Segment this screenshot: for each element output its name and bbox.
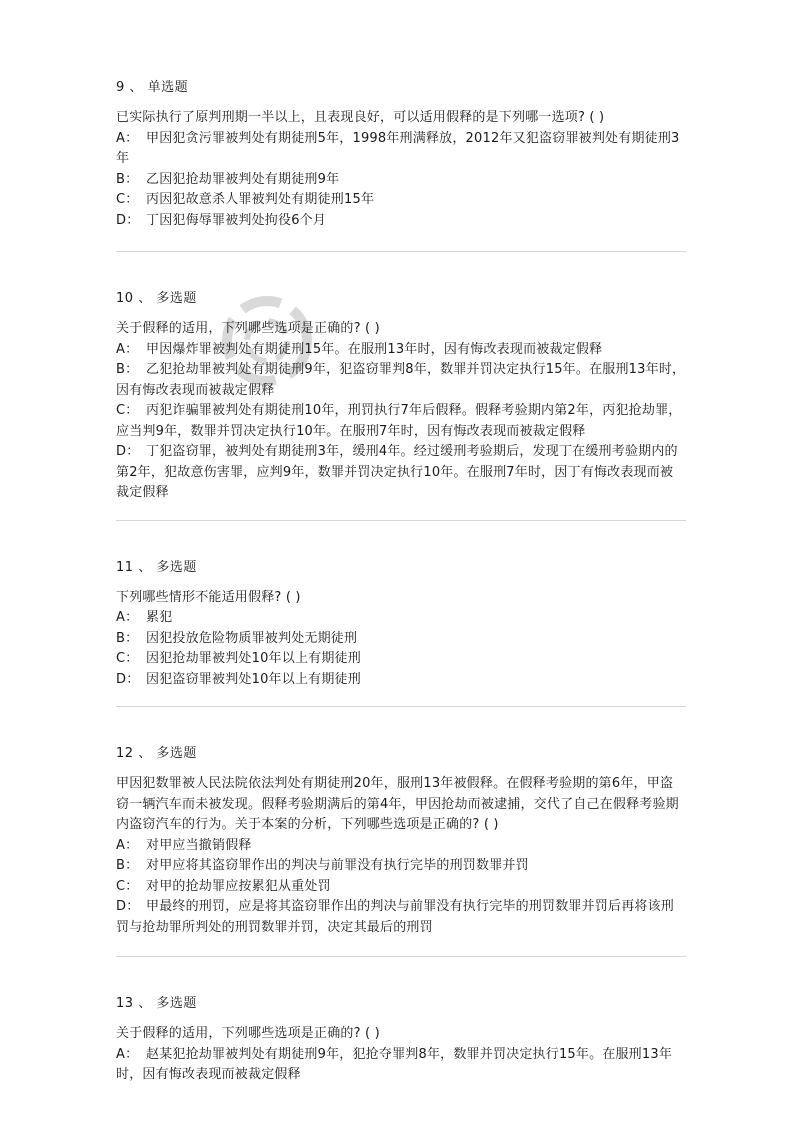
option-text: 对甲的抢劫罪应按累犯从重处罚 <box>146 878 331 894</box>
option-text: 丁犯盗窃罪，被判处有期徒刑3年，缓刑4年。经过缓刑考验期后，发现丁在缓刑考验期内的第2年，犯故意伤害罪，应判9年，数罪并罚决定执行10年。在服刑7年时，因丁有悔改表现而被裁定假释 <box>116 444 678 500</box>
question-header <box>116 994 686 1014</box>
option-letter: C： <box>116 651 139 666</box>
question-stem: 关于假释的适用，下列哪些选项是正确的? ( ) <box>116 1026 380 1041</box>
option-letter: D： <box>116 671 140 687</box>
question-separator: 、 <box>138 746 152 761</box>
question-separator: 、 <box>138 559 152 575</box>
option-c[interactable] <box>116 649 686 670</box>
option-a[interactable] <box>116 836 686 857</box>
option-letter: D： <box>116 212 140 228</box>
option-letter: B： <box>116 362 139 377</box>
option-letter: D： <box>116 444 140 459</box>
question-stem: 下列哪些情形不能适用假释? ( ) <box>116 589 301 605</box>
question-number: 10 <box>116 291 134 306</box>
question-header <box>116 558 686 578</box>
option-text: 甲因犯贪污罪被判处有期徒刑5年，1998年刑满释放，2012年又犯盗窃罪被判处有期徒刑3年 <box>116 130 680 166</box>
option-a[interactable] <box>116 340 686 361</box>
option-letter: D： <box>116 899 140 914</box>
question-divider <box>116 251 686 252</box>
question-type: 多选题 <box>156 746 197 761</box>
option-text: 因犯盗窃罪被判处10年以上有期徒刑 <box>146 671 361 687</box>
question-type: 多选题 <box>156 996 197 1011</box>
option-text: 因犯投放危险物质罪被判处无期徒刑 <box>146 630 358 646</box>
question-divider <box>116 706 686 707</box>
question-10 <box>116 289 686 504</box>
option-text: 甲因爆炸罪被判处有期徒刑15年。在服刑13年时，因有悔改表现而被裁定假释 <box>146 341 603 357</box>
option-text: 对甲应将其盗窃罪作出的判决与前罪没有执行完毕的刑罚数罪并罚 <box>146 858 529 873</box>
question-type: 多选题 <box>156 559 197 575</box>
question-number: 13 <box>116 996 134 1011</box>
question-header <box>116 289 686 309</box>
option-letter: B： <box>116 171 139 187</box>
question-separator: 、 <box>129 80 143 95</box>
option-d[interactable] <box>116 442 686 504</box>
option-letter: A： <box>116 610 139 625</box>
option-c[interactable] <box>116 190 686 211</box>
question-11 <box>116 558 686 691</box>
option-c[interactable] <box>116 877 686 898</box>
option-text: 赵某犯抢劫罪被判处有期徒刑9年，犯抢夺罪判8年，数罪并罚决定执行15年。在服刑13年时，因有悔改表现而被裁定假释 <box>116 1046 673 1082</box>
question-separator: 、 <box>138 291 152 306</box>
option-text: 丙犯诈骗罪被判处有期徒刑10年，刑罚执行7年后假释。假释考验期内第2年，丙犯抢劫罪，应当判9年，数罪并罚决定执行10年。在服刑7年时，因有悔改表现而被裁定假释 <box>116 403 682 439</box>
option-text: 甲最终的刑罚，应是将其盗窃罪作出的判决与前罪没有执行完毕的刑罚数罪并罚后再将该刑罚与抢劫罪所判处的刑罚数罪并罚，决定其最后的刑罚 <box>116 899 675 935</box>
question-stem: 甲因犯数罪被人民法院依法判处有期徒刑20年，服刑13年被假释。在假释考验期的第6年，甲盗窃一辆汽车而未被发现。假释考验期满后的第4年，甲因抢劫而被逮捕，交代了自己在假释考验期内盗窃汽车的行为。关于本案的分析，下列哪些选项是正确的? ( ) <box>116 776 679 832</box>
option-letter: A： <box>116 837 139 853</box>
option-letter: C： <box>116 192 139 207</box>
exam-page <box>116 78 686 1086</box>
question-stem: 关于假释的适用，下列哪些选项是正确的? ( ) <box>116 321 380 336</box>
option-d[interactable] <box>116 897 686 938</box>
option-a[interactable] <box>116 1045 686 1086</box>
question-separator: 、 <box>138 996 152 1011</box>
option-letter: A： <box>116 341 139 357</box>
option-a[interactable] <box>116 608 686 629</box>
option-text: 累犯 <box>146 610 173 625</box>
question-type: 单选题 <box>147 80 189 95</box>
option-letter: B： <box>116 858 139 873</box>
option-letter: A： <box>116 1046 139 1062</box>
question-13 <box>116 994 686 1086</box>
option-b[interactable] <box>116 360 686 401</box>
question-divider <box>116 520 686 521</box>
question-stem: 已实际执行了原判刑期一半以上，且表现良好，可以适用假释的是下列哪一选项? ( ) <box>116 110 605 125</box>
option-text: 因犯抢劫罪被判处10年以上有期徒刑 <box>146 651 361 666</box>
question-number: 12 <box>116 746 134 761</box>
option-text: 乙犯抢劫罪被判处有期徒刑9年，犯盗窃罪判8年，数罪并罚决定执行15年。在服刑13年时，因有悔改表现而被裁定假释 <box>116 362 686 398</box>
question-9 <box>116 78 686 231</box>
question-type: 多选题 <box>156 291 197 306</box>
question-header <box>116 744 686 764</box>
option-b[interactable] <box>116 856 686 877</box>
option-letter: C： <box>116 403 139 418</box>
option-text: 乙因犯抢劫罪被判处有期徒刑9年 <box>146 171 340 187</box>
option-a[interactable] <box>116 129 686 170</box>
option-b[interactable] <box>116 629 686 650</box>
question-number: 11 <box>116 559 134 575</box>
option-letter: B： <box>116 630 139 646</box>
option-letter: A： <box>116 130 139 146</box>
option-c[interactable] <box>116 401 686 442</box>
option-b[interactable] <box>116 170 686 191</box>
option-d[interactable] <box>116 670 686 691</box>
option-text: 丁因犯侮辱罪被判处拘役6个月 <box>146 212 327 228</box>
option-letter: C： <box>116 878 139 894</box>
option-text: 对甲应当撤销假释 <box>146 837 252 853</box>
question-number: 9 <box>116 80 125 95</box>
question-12 <box>116 744 686 938</box>
option-d[interactable] <box>116 211 686 232</box>
question-header <box>116 78 686 98</box>
option-text: 丙因犯故意杀人罪被判处有期徒刑15年 <box>146 192 375 207</box>
question-divider <box>116 956 686 957</box>
